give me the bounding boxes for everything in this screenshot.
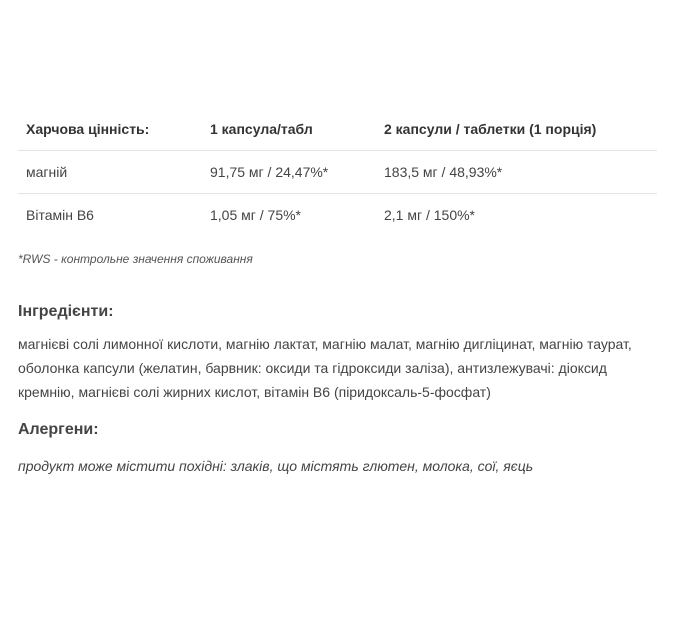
header-per-serving: 2 капсули / таблетки (1 порція) [376, 108, 657, 151]
nutrient-per-serving: 2,1 мг / 150%* [384, 207, 476, 223]
allergens-text: продукт може містити похідні: злаків, що містять глютен, молока, сої, яєць [18, 458, 534, 474]
table-row [18, 194, 657, 237]
allergens-title: Алергени: [18, 421, 99, 438]
ingredients-title: Інгредієнти: [18, 303, 114, 320]
nutrition-table [18, 108, 657, 236]
nutrient-per-capsule: 1,05 мг / 75%* [210, 207, 302, 223]
table-header-row [18, 108, 657, 151]
table-row [18, 151, 657, 194]
rws-note: *RWS - контрольне значення споживання [18, 252, 253, 266]
nutrient-name: магній [18, 151, 202, 194]
header-nutrition-value: Харчова цінність: [18, 108, 202, 151]
nutrient-per-capsule: 91,75 мг / 24,47%* [202, 151, 376, 194]
header-per-capsule: 1 капсула/табл [202, 108, 376, 151]
nutrient-per-serving: 183,5 мг / 48,93%* [376, 151, 657, 194]
ingredients-text: магнієві солі лимонної кислоти, магнію лактат, магнію малат, магнію дигліцинат, магнію таурат, оболонка капсули (желатин, барвник: оксиди та гідроксиди заліза), антизлежувачі: діоксид кремнію, магнієві солі жирних кислот, вітамін B6 (піридоксаль-5-фосфат) [18, 336, 632, 400]
product-info [18, 108, 658, 476]
nutrient-name: Вітамін B6 [26, 207, 94, 223]
